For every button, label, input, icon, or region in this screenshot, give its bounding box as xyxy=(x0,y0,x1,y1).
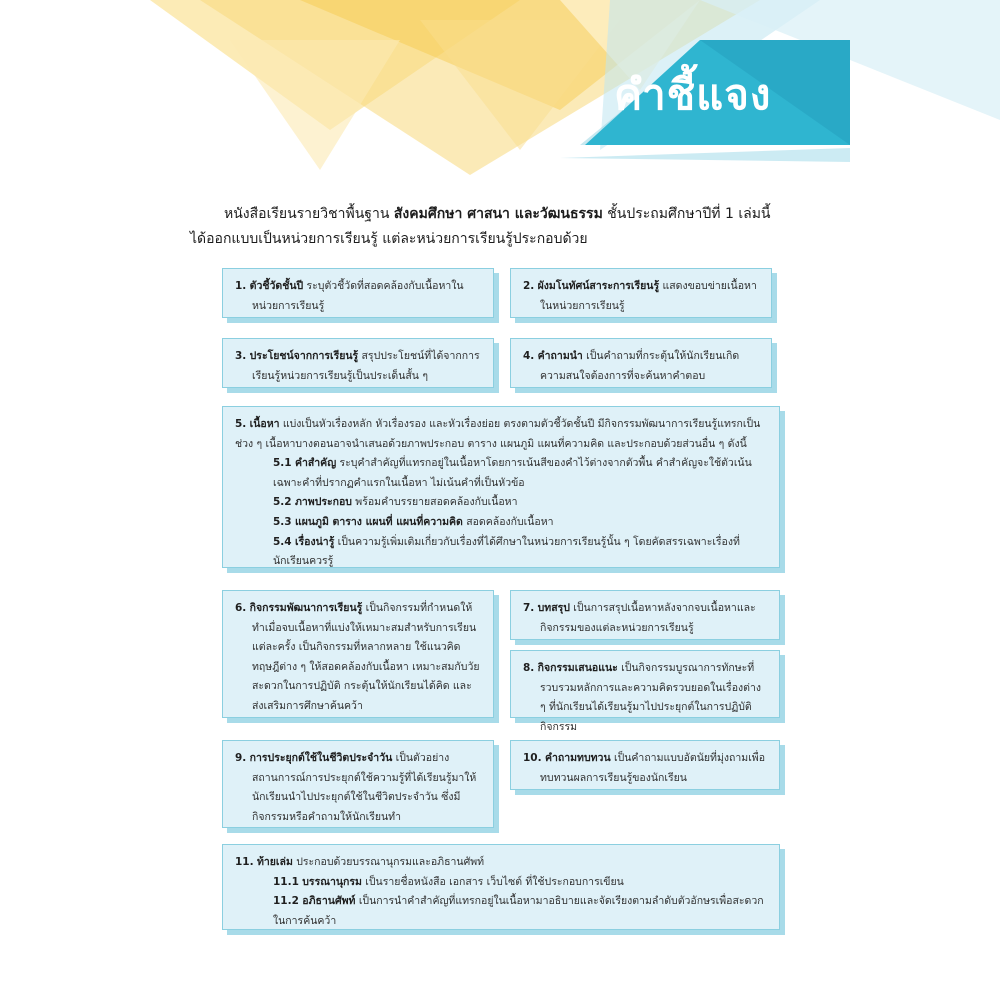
item-text: เป็นกิจกรรมที่กำหนดให้ทำเมื่อจบเนื้อหาที่แบ่งให้เหมาะสมสำหรับการเรียนแต่ละครั้ง เป็นกิจกรรมที่หลากหลาย ใช้แนวคิดทฤษฎีต่าง ๆ ให้สอดคล้องกับเนื้อหา เหมาะสมกับวัย สะดวกในการปฏิบัติ กระตุ้นให้นักเรียนได้คิด และส่งเสริมการศึกษาค้นคว้า xyxy=(252,602,480,712)
item-box-10 xyxy=(510,740,780,790)
item-box-9 xyxy=(222,740,494,828)
item-text: เป็นคำถามที่กระตุ้นให้นักเรียนเกิดความสนใจต้องการที่จะค้นหาคำตอบ xyxy=(540,350,740,382)
item-heading: คำถามทบทวน xyxy=(544,752,611,764)
item-number: 4. xyxy=(523,350,535,362)
item-number: 8. xyxy=(523,662,535,674)
intro-text: หนังสือเรียนรายวิชาพื้นฐาน xyxy=(224,206,394,222)
item-number: 5. xyxy=(235,418,247,430)
item-text: เป็นคำถามแบบอัตนัยที่มุ่งถามเพื่อทบทวนผลการเรียนรู้ของนักเรียน xyxy=(540,752,766,784)
item-heading: เนื้อหา xyxy=(249,418,280,430)
item-heading: กิจกรรมพัฒนาการเรียนรู้ xyxy=(249,602,363,614)
subitem-number: 5.3 xyxy=(273,515,292,528)
subitem-number: 11.1 xyxy=(273,875,299,888)
subitem-number: 11.2 xyxy=(273,895,299,908)
item-text: เป็นตัวอย่างสถานการณ์การประยุกต์ใช้ความรู้ที่ได้เรียนรู้มาให้นักเรียนนำไปประยุกต์ใช้ในชีวิตประจำวัน ซึ่งมีกิจกรรมหรือคำถามให้นักเรียนทำ xyxy=(252,752,477,823)
item-box-4 xyxy=(510,338,772,388)
item-text: แสดงขอบข่ายเนื้อหาในหน่วยการเรียนรู้ xyxy=(540,280,757,312)
item-box-5 xyxy=(222,406,780,568)
item-heading: ตัวชี้วัดชั้นปี xyxy=(249,280,304,292)
intro-text: ชั้นประถมศึกษาปีที่ 1 เล่มนี้ xyxy=(602,206,771,222)
item-box-2 xyxy=(510,268,772,318)
item-heading: คำถามนำ xyxy=(537,350,583,362)
item-text: แบ่งเป็นหัวเรื่องหลัก หัวเรื่องรอง และหัวเรื่องย่อย ตรงตามตัวชี้วัดชั้นปี มีกิจกรรมพัฒนาการเรียนรู้แทรกเป็นช่วง ๆ เนื้อหาบางตอนอาจนำเสนอด้วยภาพประกอบ ตาราง แผนภูมิ แผนที่ความคิด และประกอบด้วยส่วนอื่น ๆ ดังนี้ xyxy=(235,418,761,450)
intro-text: ได้ออกแบบเป็นหน่วยการเรียนรู้ แต่ละหน่วยการเรียนรู้ประกอบด้วย xyxy=(190,231,588,247)
item-heading: ประโยชน์จากการเรียนรู้ xyxy=(249,350,359,362)
item-box-11 xyxy=(222,844,780,930)
item-number: 1. xyxy=(235,280,247,292)
item-box-8 xyxy=(510,650,780,733)
item-number: 10. xyxy=(523,752,542,764)
subitem-number: 5.1 xyxy=(273,457,292,470)
subitem-number: 5.4 xyxy=(273,535,292,548)
subitem-heading: ภาพประกอบ xyxy=(294,496,352,509)
intro-paragraph xyxy=(190,202,790,252)
subitem-heading: เรื่องน่ารู้ xyxy=(294,535,335,548)
item-box-1 xyxy=(222,268,494,318)
subitem-text: พร้อมคำบรรยายสอดคล้องกับเนื้อหา xyxy=(351,496,518,509)
item-heading: การประยุกต์ใช้ในชีวิตประจำวัน xyxy=(249,752,393,764)
item-box-3 xyxy=(222,338,494,388)
subitem-heading: แผนภูมิ ตาราง แผนที่ แผนที่ความคิด xyxy=(294,515,463,528)
subitem-heading: บรรณานุกรม xyxy=(302,875,362,888)
item-text: เป็นการสรุปเนื้อหาหลังจากจบเนื้อหาและกิจกรรมของแต่ละหน่วยการเรียนรู้ xyxy=(540,602,756,634)
item-number: 3. xyxy=(235,350,247,362)
subitem-text: ระบุคำสำคัญที่แทรกอยู่ในเนื้อหาโดยการเน้นสีของคำไว้ต่างจากตัวพื้น คำสำคัญจะใช้ตัวเน้นเฉพาะคำที่ปรากฏคำแรกในเนื้อหา ไม่เน้นคำที่เป็นหัวข้อ xyxy=(273,457,752,489)
item-text: สรุปประโยชน์ที่ได้จากการเรียนรู้หน่วยการเรียนรู้เป็นประเด็นสั้น ๆ xyxy=(252,350,480,382)
item-number: 11. xyxy=(235,856,254,868)
subitem-number: 5.2 xyxy=(273,496,292,509)
item-number: 6. xyxy=(235,602,247,614)
page-title: คำชี้แจง xyxy=(614,70,772,119)
item-box-7 xyxy=(510,590,780,640)
item-number: 2. xyxy=(523,280,535,292)
item-heading: บทสรุป xyxy=(537,602,570,614)
intro-subject: สังคมศึกษา ศาสนา และวัฒนธรรม xyxy=(393,206,603,222)
item-box-6 xyxy=(222,590,494,718)
header-banner xyxy=(0,0,1000,200)
item-heading: ผังมโนทัศน์สาระการเรียนรู้ xyxy=(537,280,660,292)
subitem-text: สอดคล้องกับเนื้อหา xyxy=(462,515,554,528)
subitem-text: เป็นรายชื่อหนังสือ เอกสาร เว็บไซต์ ที่ใช้ประกอบการเขียน xyxy=(361,875,624,888)
subitem-heading: คำสำคัญ xyxy=(294,457,337,470)
item-text: ระบุตัวชี้วัดที่สอดคล้องกับเนื้อหาในหน่วยการเรียนรู้ xyxy=(252,280,464,312)
item-text: เป็นกิจกรรมบูรณาการทักษะที่รวบรวมหลักการและความคิดรวบยอดในเรื่องต่าง ๆ ที่นักเรียนได้เรียนรู้มาไปประยุกต์ในการปฏิบัติกิจกรรม xyxy=(540,662,761,733)
item-text: ประกอบด้วยบรรณานุกรมและอภิธานศัพท์ xyxy=(292,856,485,868)
subitem-text: เป็นการนำคำสำคัญที่แทรกอยู่ในเนื้อหามาอธิบายและจัดเรียงตามลำดับตัวอักษรเพื่อสะดวกในการค้นคว้า xyxy=(273,895,764,927)
item-heading: กิจกรรมเสนอแนะ xyxy=(537,662,618,674)
item-heading: ท้ายเล่ม xyxy=(256,856,293,868)
subitem-text: เป็นความรู้เพิ่มเติมเกี่ยวกับเรื่องที่ได้ศึกษาในหน่วยการเรียนรู้นั้น ๆ โดยคัดสรรเฉพาะเรื่องที่นักเรียนควรรู้ xyxy=(273,535,740,568)
subitem-heading: อภิธานศัพท์ xyxy=(302,895,356,908)
item-number: 9. xyxy=(235,752,247,764)
item-number: 7. xyxy=(523,602,535,614)
